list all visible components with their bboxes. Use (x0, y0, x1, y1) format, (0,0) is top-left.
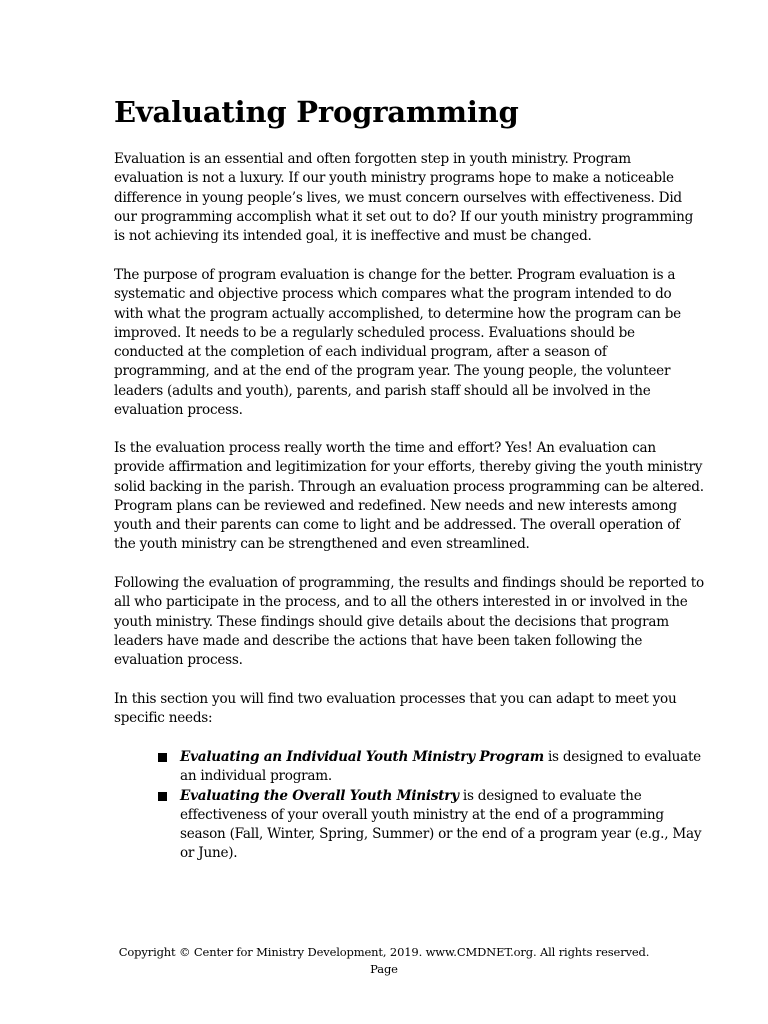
paragraph-worth: Is the evaluation process really worth the time and effort? Yes! An evaluation can provide affirmation and legitimization for your efforts, thereby giving the youth ministry solid backing in the parish. Through an evaluation process programming can be altered. Program plans can be reviewed and redefined. New needs and new interests among youth and their parents can come to light and be addressed. The overall operation of the youth ministry can be strengthened and even streamlined. (114, 440, 704, 553)
list-item (158, 748, 704, 787)
paragraph-purpose: The purpose of program evaluation is change for the better. Program evaluation is a systematic and objective process which compares what the program intended to do with what the program actually accomplished, to determine how the program can be improved. It needs to be a regularly scheduled process. Evaluations should be conducted at the completion of each individual program, after a season of programming, and at the end of the program year. The young people, the volunteer leaders (adults and youth), parents, and parish staff should all be involved in the evaluation process. (114, 267, 681, 419)
list-item (158, 787, 704, 864)
page-title: Evaluating Programming (114, 95, 519, 129)
square-bullet-icon (158, 792, 167, 801)
list-item-text: is designed to evaluate an individual program. (180, 749, 701, 785)
footer-page-label: Page (370, 962, 398, 976)
paragraph-section-intro: In this section you will find two evaluation processes that you can adapt to meet you specific needs: (114, 691, 677, 727)
list-item-text: is designed to evaluate the effectiveness of your overall youth ministry at the end of a programming season (Fall, Winter, Spring, Summer) or the end of a program year (e.g., May or June). (180, 787, 702, 862)
paragraph-intro: Evaluation is an essential and often forgotten step in youth ministry. Program evaluation is not a luxury. If our youth ministry programs hope to make a noticeable difference in young people’s lives, we must concern ourselves with effectiveness. Did our programming accomplish what it set out to do? If our youth ministry programming is not achieving its intended goal, it is ineffective and must be changed. (114, 151, 694, 245)
list-item-title: Evaluating an Individual Youth Ministry Program (180, 749, 544, 765)
square-bullet-icon (158, 753, 167, 762)
footer-copyright: Copyright © Center for Ministry Development, 2019. www.CMDNET.org. All rights reserved. (118, 945, 650, 959)
paragraph-reporting: Following the evaluation of programming, the results and findings should be reported to all who participate in the process, and to all the others interested in or involved in the youth ministry. These findings should give details about the decisions that program leaders have made and describe the actions that have been taken following the evaluation process. (114, 575, 704, 669)
evaluation-process-list (158, 748, 704, 864)
list-item-title: Evaluating the Overall Youth Ministry (180, 787, 459, 804)
